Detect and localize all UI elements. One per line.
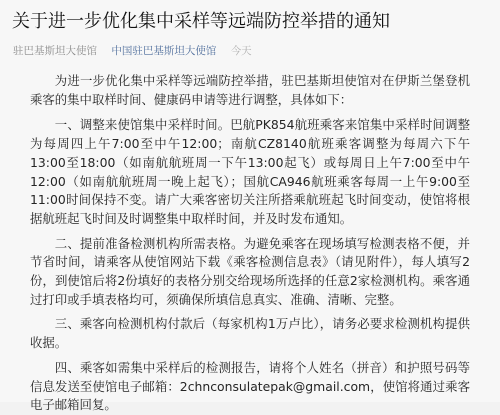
publish-date: 今天 <box>230 45 252 57</box>
article-body <box>30 72 470 415</box>
body-paragraph-testing-forms: 二、提前准备检测机构所需表格。为避免乘客在现场填写检测表格不便，并节省时间，请乘客从使馆网站下载《乘客检测信息表》（请见附件），每人填写2份，到使馆后将2份填好的表格分别交给现场所选择的任意2家检测机构。乘客通过打印或手填表格均可，须确保所填信息真实、准确、清晰、完整。 <box>30 235 470 307</box>
official-account-link[interactable]: 中国驻巴基斯坦大使馆 <box>111 45 217 57</box>
body-paragraph-receipt: 三、乘客向检测机构付款后（每家机构1万卢比），请务必要求检测机构提供收据。 <box>30 316 470 351</box>
body-paragraph-sampling-time: 一、调整来使馆集中采样时间。巴航PK854航班乘客来馆集中采样时间调整为每周四上午7:00至中午12:00；南航CZ8140航班乘客调整为每周六下午13:00至18:00（如南航航班周一下午13:00起飞）或每周日上午7:00至中午12:00（如南航航班周一晚上起飞）；国航CA946航班乘客每周一上午9:00至11:00时间保持不变。请广大乘客密切关注所搭乘航班起飞时间变动，使馆将根据航班起飞时间及时调整集中取样时间，并及时发布通知。 <box>30 117 470 226</box>
body-paragraph-intro: 为进一步优化集中采样等远端防控举措，驻巴基斯坦使馆对在伊斯兰堡登机乘客的集中取样时间、健康码申请等进行调整，具体如下： <box>30 73 470 107</box>
article-author: 驻巴基斯坦大使馆 <box>13 45 97 57</box>
article-title: 关于进一步优化集中采样等远端防控举措的通知 <box>12 11 390 32</box>
body-paragraph-test-report: 四、乘客如需集中采样后的检测报告，请将个人姓名（拼音）和护照号码等信息发送至使馆电子邮箱：2chnconsulatepak@gmail.com，使馆将通过乘客电子邮箱回复。 <box>30 359 470 413</box>
article-meta <box>13 44 263 58</box>
